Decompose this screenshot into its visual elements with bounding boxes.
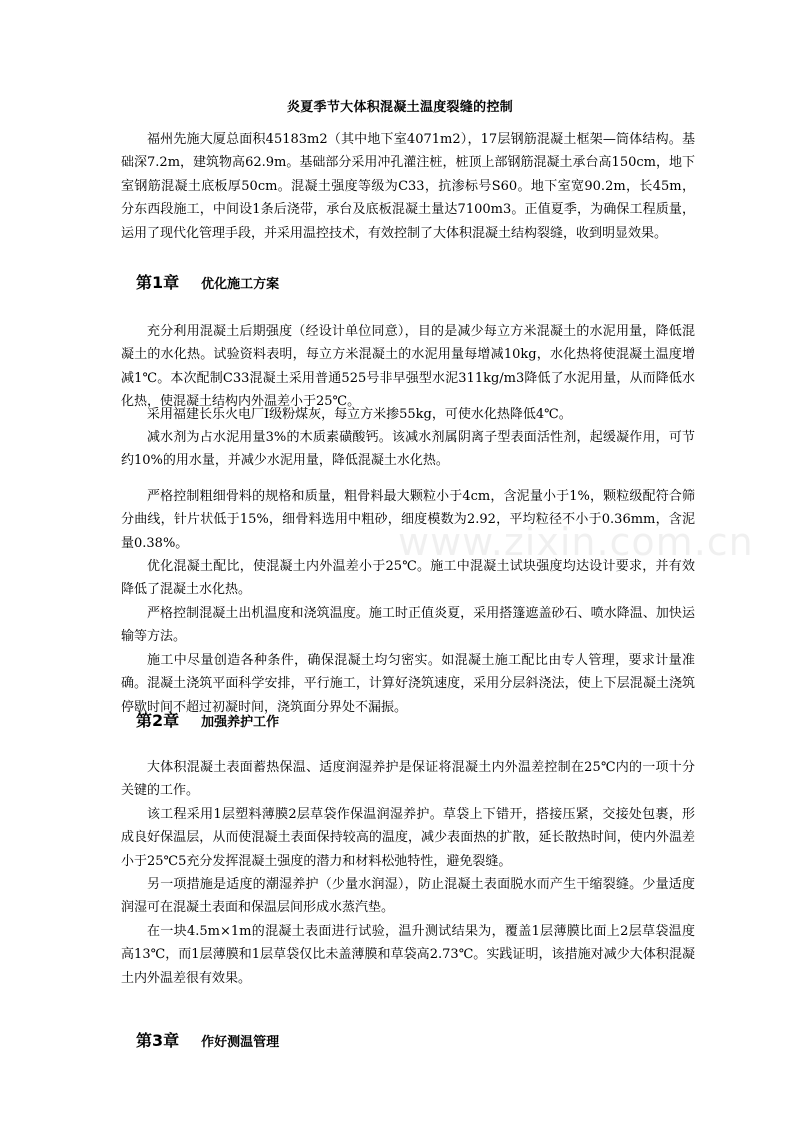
ch1-paragraph-5: 优化混凝土配比，使混凝土内外温差小于25℃。施工中混凝土试块强度均达设计要求，并有效降低了混凝土水化热。 [121,559,695,598]
chapter-number: 第1章 [136,273,180,292]
chapter-number: 第2章 [136,711,180,730]
ch1-paragraph-1: 充分利用混凝土后期强度（经设计单位同意），目的是减少每立方米混凝土的水泥用量，降低混凝土的水化热。试验资料表明，每立方米混凝土的水泥用量每增减10kg，水化热将使混凝土温度增减1℃。本次配制C33混凝土采用普通525号非早强型水泥311kg/m3降低了水泥用量，从而降低水化热，使混凝土结构内外温差小于25℃。 [121,324,695,410]
ch2-paragraph-1: 大体积混凝土表面蓄热保温、适度润湿养护是保证将混凝土内外温差控制在25℃内的一项十分关键的工作。 [121,760,695,799]
chapter-title: 优化施工方案 [201,277,280,292]
chapter-3-heading [136,1028,279,1051]
ch1-paragraph-2: 采用福建长乐火电厂I级粉煤灰，每立方米掺55kg，可使水化热降低4℃。 [147,407,572,422]
chapter-title: 加强养护工作 [201,715,280,730]
ch1-paragraph-6: 严格控制混凝土出机温度和浇筑温度。施工时正值炎夏，采用搭篷遮盖砂石、喷水降温、加快运输等方法。 [121,606,695,645]
watermark: www.zixin.com.cn [398,520,754,564]
chapter-title: 作好测温管理 [201,1035,280,1050]
ch2-paragraph-2: 该工程采用1层塑料薄膜2层草袋作保温润湿养护。草袋上下错开，搭接压紧，交接处包裹，形成良好保温层，从而使混凝土表面保持较高的温度，减少表面热的扩散，延长散热时间，使内外温差小于25℃5充分发挥混凝土强度的潜力和材料松弛特性，避免裂缝。 [121,807,695,869]
chapter-2-heading [136,708,279,731]
ch1-paragraph-7: 施工中尽量创造各种条件，确保混凝土均匀密实。如混凝土施工配比由专人管理，要求计量准确。混凝土浇筑平面科学安排，平行施工，计算好浇筑速度，采用分层斜浇法，使上下层混凝土浇筑停歇时间不超过初凝时间，浇筑面分界处不漏振。 [121,653,695,715]
ch1-paragraph-4: 严格控制粗细骨料的规格和质量，粗骨料最大颗粒小于4cm，含泥量小于1%，颗粒级配符合筛分曲线，针片状低于15%，细骨料选用中粗砂，细度模数为2.92，平均粒径不小于0.36mm，含泥量0.38%。 [121,489,695,551]
document-title: 炎夏季节大体积混凝土温度裂缝的控制 [286,100,514,115]
intro-paragraph: 福州先施大厦总面积45183m2（其中地下室4071m2），17层钢筋混凝土框架—筒体结构。基础深7.2m，建筑物高62.9m。基础部分采用冲孔灌注桩，桩顶上部钢筋混凝土承台高150cm，地下室钢筋混凝土底板厚50cm。混凝土强度等级为C33，抗渗标号S60。地下室宽90.2m，长45m，分东西段施工，中间设1条后浇带，承台及底板混凝土量达7100m3。正值夏季，为确保工程质量，运用了现代化管理手段，并采用温控技术，有效控制了大体积混凝土结构裂缝，收到明显效果。 [121,132,695,241]
ch1-paragraph-3: 减水剂为占水泥用量3%的木质素磺酸钙。该减水剂属阴离子型表面活性剂，起缓凝作用，可节约10%的用水量，并减少水泥用量，降低混凝土水化热。 [121,430,695,469]
ch2-paragraph-3: 另一项措施是适度的潮湿养护（少量水润湿），防止混凝土表面脱水而产生干缩裂缝。少量适度润湿可在混凝土表面和保温层间形成水蒸汽垫。 [121,877,695,916]
chapter-number: 第3章 [136,1031,180,1050]
chapter-1-heading [136,270,279,293]
ch2-paragraph-4: 在一块4.5m×1m的混凝土表面进行试验，温升测试结果为，覆盖1层薄膜比面上2层草袋温度高13℃，而1层薄膜和1层草袋仅比未盖薄膜和草袋高2.73℃。实践证明，该措施对减少大体积混凝土内外温差很有效果。 [121,924,695,986]
